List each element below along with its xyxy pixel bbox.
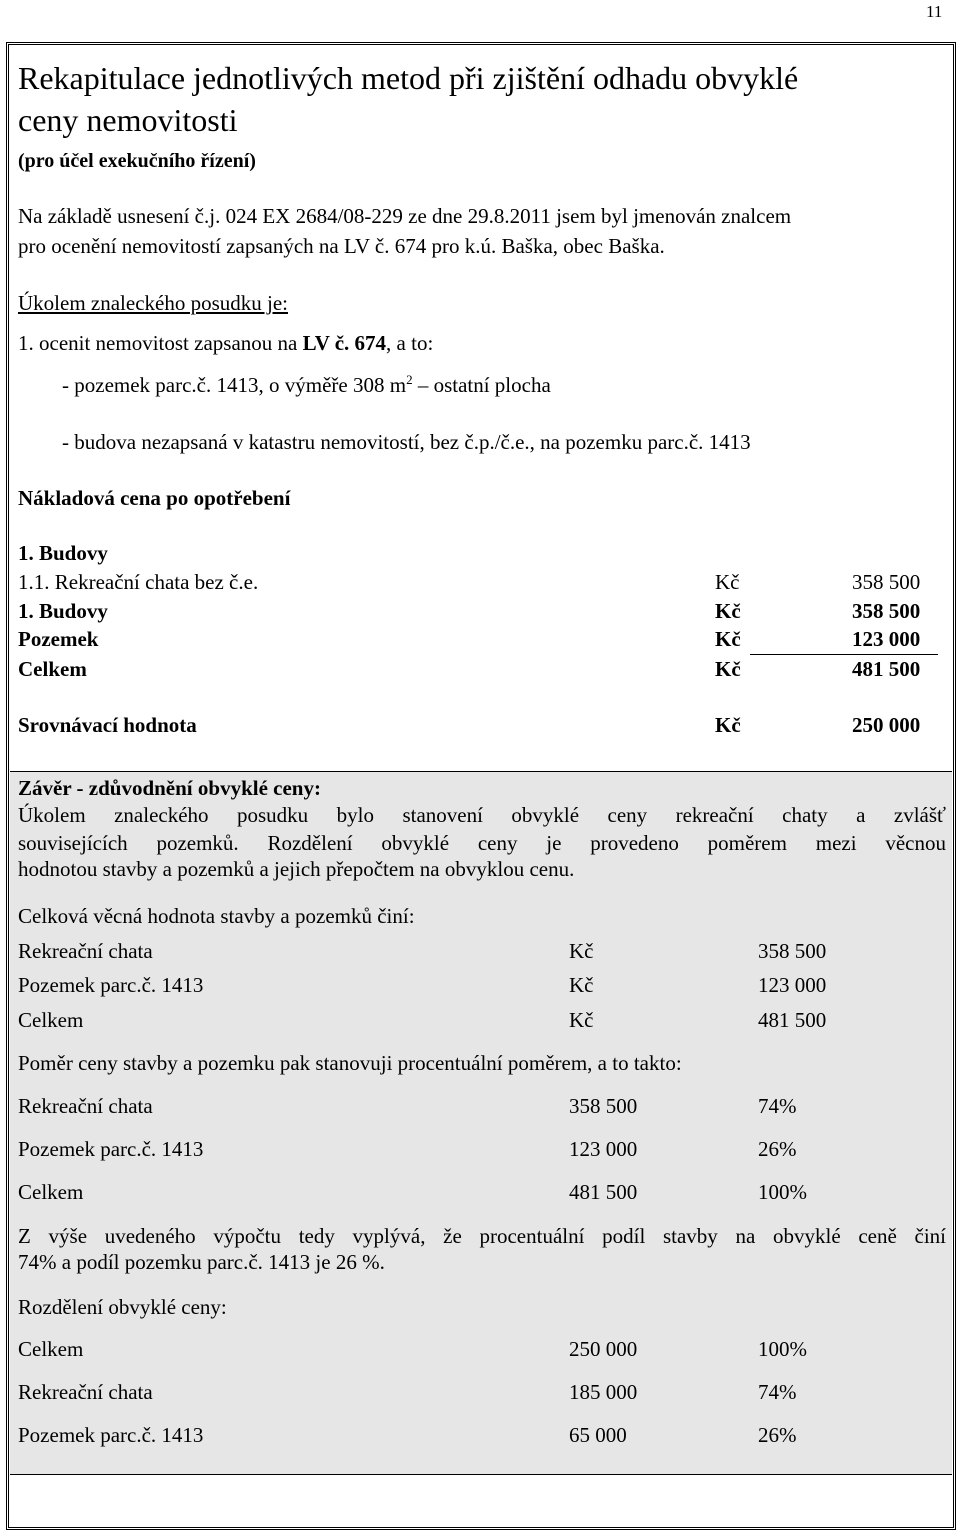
comparative-currency: Kč [715, 713, 741, 737]
conclusion-line-2: souvisejících pozemků. Rozdělení obvyklé ceny je provedeno poměrem mezi věcnou [18, 831, 946, 855]
task-sub-item-land [62, 372, 551, 398]
ratio-percent: 74% [758, 1094, 797, 1118]
buildings-heading: 1. Budovy [18, 541, 108, 565]
ratio-heading: Poměr ceny stavby a pozemku pak stanovuji procentuální poměrem, a to takto: [18, 1051, 682, 1075]
conclusion-line-1: Úkolem znaleckého posudku bylo stanovení obvyklé ceny rekreační chaty a zvlášť [18, 803, 946, 827]
split-label: Pozemek parc.č. 1413 [18, 1423, 204, 1447]
split-percent: 74% [758, 1380, 797, 1404]
value-amount: 123 000 [758, 973, 827, 997]
ratio-percent: 100% [758, 1180, 807, 1204]
value-currency: Kč [569, 1008, 594, 1032]
ratio-value: 358 500 [569, 1094, 638, 1118]
summary-label: 1. Budovy [18, 599, 108, 623]
conclusion-line-3: hodnotou stavby a pozemků a jejich přepočtem na obvyklou cenu. [18, 857, 575, 881]
summary-label: 1.1. Rekreační chata bez č.e. [18, 570, 259, 594]
split-value: 65 000 [569, 1423, 627, 1447]
title-line-1: Rekapitulace jednotlivých metod při zjištění odhadu obvyklé [18, 60, 799, 96]
ratio-value: 481 500 [569, 1180, 638, 1204]
summary-label: Pozemek [18, 627, 99, 651]
result-line-1: Z výše uvedeného výpočtu tedy vyplývá, že procentuální podíl stavby na obvyklé ceně činí [18, 1224, 946, 1248]
summary-value: 358 500 [852, 570, 921, 594]
value-amount: 481 500 [758, 1008, 827, 1032]
land-type: – ostatní plocha [412, 373, 551, 397]
value-label: Celkem [18, 1008, 84, 1032]
summary-label: Celkem [18, 657, 87, 681]
subtitle: (pro účel exekučního řízení) [18, 150, 256, 172]
value-currency: Kč [569, 939, 594, 963]
task-sub-item-building: - budova nezapsaná v katastru nemovitostí, bez č.p./č.e., na pozemku parc.č. 1413 [62, 430, 751, 454]
comparative-value: 250 000 [852, 713, 921, 737]
land-text: - pozemek parc.č. 1413, o výměře 308 m [62, 373, 407, 397]
conclusion-heading: Závěr - zdůvodnění obvyklé ceny: [18, 776, 321, 800]
intro-line-2: pro ocenění nemovitostí zapsaných na LV č. 674 pro k.ú. Baška, obec Baška. [18, 234, 665, 258]
ratio-label: Pozemek parc.č. 1413 [18, 1137, 204, 1161]
split-value: 250 000 [569, 1337, 638, 1361]
task-heading: Úkolem znaleckého posudku je: [18, 291, 289, 315]
value-label: Rekreační chata [18, 939, 153, 963]
intro-line-1: Na základě usnesení č.j. 024 EX 2684/08-229 ze dne 29.8.2011 jsem byl jmenován znalcem [18, 204, 792, 228]
value-label: Pozemek parc.č. 1413 [18, 973, 204, 997]
sum-underline [750, 654, 938, 655]
summary-value: 358 500 [852, 599, 921, 623]
split-heading: Rozdělení obvyklé ceny: [18, 1295, 227, 1319]
task-item-1-suffix: , a to: [386, 331, 434, 355]
result-line-2: 74% a podíl pozemku parc.č. 1413 je 26 %. [18, 1250, 385, 1274]
summary-currency: Kč [715, 570, 740, 594]
split-value: 185 000 [569, 1380, 638, 1404]
cost-heading: Nákladová cena po opotřebení [18, 486, 291, 510]
summary-value: 481 500 [852, 657, 921, 681]
value-amount: 358 500 [758, 939, 827, 963]
comparative-label: Srovnávací hodnota [18, 713, 197, 737]
summary-currency: Kč [715, 627, 741, 651]
split-percent: 100% [758, 1337, 807, 1361]
summary-currency: Kč [715, 599, 741, 623]
task-item-1 [18, 331, 433, 356]
split-percent: 26% [758, 1423, 797, 1447]
ratio-label: Rekreační chata [18, 1094, 153, 1118]
value-currency: Kč [569, 973, 594, 997]
ratio-value: 123 000 [569, 1137, 638, 1161]
task-item-1-prefix: 1. ocenit nemovitost zapsanou na [18, 331, 303, 355]
total-value-heading: Celková věcná hodnota stavby a pozemků činí: [18, 904, 415, 928]
split-label: Celkem [18, 1337, 84, 1361]
ratio-label: Celkem [18, 1180, 84, 1204]
title-line-2: ceny nemovitosti [18, 102, 238, 138]
task-item-1-lv: LV č. 674 [302, 331, 387, 355]
page-number: 11 [926, 2, 943, 21]
square-superscript: 2 [406, 372, 413, 387]
summary-currency: Kč [715, 657, 741, 681]
ratio-percent: 26% [758, 1137, 797, 1161]
summary-value: 123 000 [852, 627, 921, 651]
split-label: Rekreační chata [18, 1380, 153, 1404]
